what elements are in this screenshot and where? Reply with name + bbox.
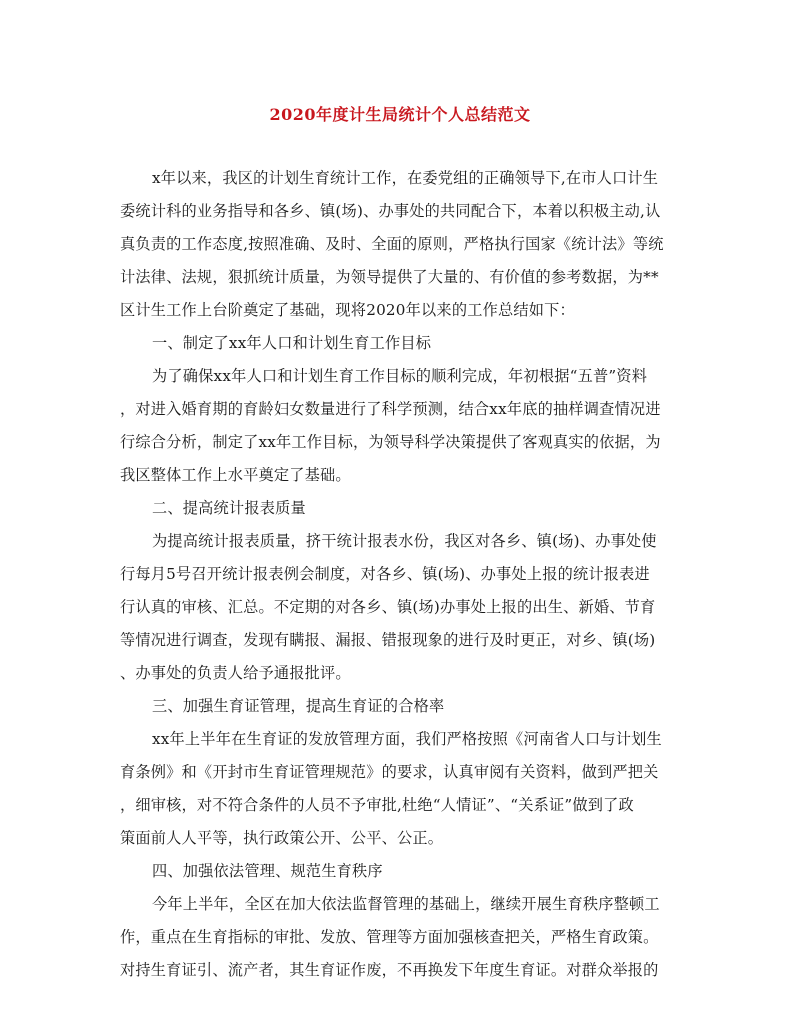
text-line: 今年上半年，全区在加大依法监督管理的基础上，继续开展生育秩序整顿工: [152, 895, 660, 913]
text-line: 行综合分析，制定了xx年工作目标，为领导科学决策提供了客观真实的依据，为: [120, 433, 661, 451]
text-line: 委统计科的业务指导和各乡、镇(场)、办事处的共同配合下，本着以积极主动,认: [120, 202, 661, 220]
text-line: 为了确保xx年人口和计划生育工作目标的顺利完成，年初根据“五普”资料: [152, 367, 648, 385]
text-line: 等情况进行调查，发现有瞒报、漏报、错报现象的进行及时更正，对乡、镇(场): [120, 631, 656, 649]
text-line: x年以来，我区的计划生育统计工作，在委党组的正确领导下,在市人口计生: [152, 169, 659, 187]
text-line: 为提高统计报表质量，挤干统计报表水份，我区对各乡、镇(场)、办事处使: [152, 532, 657, 550]
text-line: 二、提高统计报表质量: [152, 499, 306, 517]
text-line: 真负责的工作态度,按照准确、及时、全面的原则，严格执行国家《统计法》等统: [120, 235, 664, 253]
text-line: 育条例》和《开封市生育证管理规范》的要求，认真审阅有关资料，做到严把关: [120, 763, 659, 781]
document-title: 2020年度计生局统计个人总结范文: [269, 105, 531, 124]
text-line: 对持生育证引、流产者，其生育证作废，不再换发下年度生育证。对群众举报的: [120, 961, 659, 979]
text-line: 、办事处的负责人给予通报批评。: [120, 664, 351, 682]
text-line: 四、加强依法管理、规范生育秩序: [152, 862, 383, 880]
text-line: 区计生工作上台阶奠定了基础，现将2020年以来的工作总结如下：: [120, 301, 575, 319]
text-line: 行认真的审核、汇总。不定期的对各乡、镇(场)办事处上报的出生、新婚、节育: [120, 598, 656, 616]
text-line: 策面前人人平等，执行政策公开、公平、公正。: [120, 829, 444, 847]
text-line: 行每月5号召开统计报表例会制度，对各乡、镇(场)、办事处上报的统计报表进: [120, 565, 650, 583]
document-body: [120, 162, 688, 987]
text-line: ，对进入婚育期的育龄妇女数量进行了科学预测，结合xx年底的抽样调查情况进: [120, 400, 661, 418]
text-line: 作，重点在生育指标的审批、发放、管理等方面加强核查把关，严格生育政策。: [120, 928, 659, 946]
text-line: 三、加强生育证管理，提高生育证的合格率: [152, 697, 445, 715]
text-line: 一、制定了xx年人口和计划生育工作目标: [152, 334, 432, 352]
text-line: 计法律、法规，狠抓统计质量，为领导提供了大量的、有价值的参考数据，为**: [120, 268, 659, 286]
text-line: xx年上半年在生育证的发放管理方面，我们严格按照《河南省人口与计划生: [152, 730, 662, 748]
text-line: ，细审核，对不符合条件的人员不予审批,杜绝“人情证”、“关系证”做到了政: [120, 796, 634, 814]
text-line: 我区整体工作上水平奠定了基础。: [120, 466, 351, 484]
